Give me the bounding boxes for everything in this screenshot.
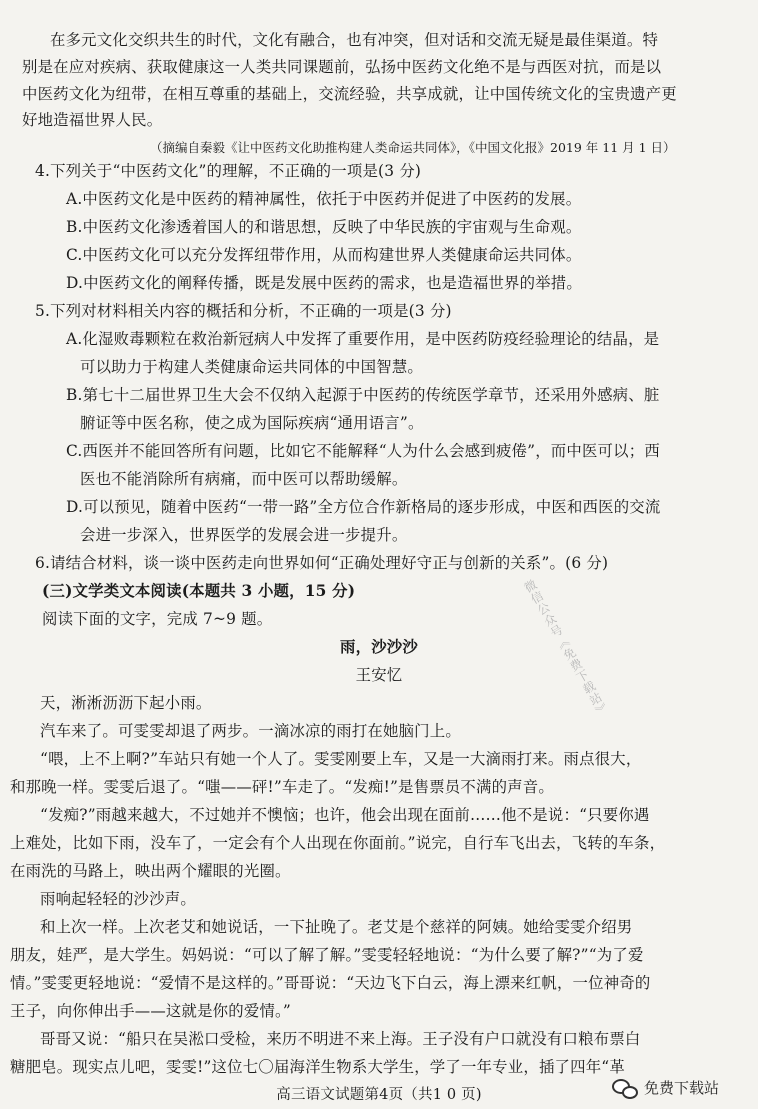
story-line: 王子，向你伸出手——这就是你的爱情。”: [10, 1002, 291, 1020]
story-line: 上难处，比如下雨，没车了，一定会有个人出现在你面前。”说完，自行车飞出去，飞转的车条，: [10, 834, 666, 852]
question-4-option-a: A.中医药文化是中医药的精神属性，依托于中医药并促进了中医药的发展。: [66, 190, 582, 208]
story-line: “喂，上不上啊?”车站只有她一个人了。雯雯刚要上车，又是一大滴雨打来。雨点很大，: [40, 750, 642, 768]
story-line: 天，淅淅沥沥下起小雨。: [40, 694, 212, 712]
footer-logo-text: 免费下载站: [644, 1079, 720, 1097]
page-footer: 高三语文试题第4页（共1 0 页): [276, 1087, 482, 1103]
question-5-option-b-cont: 腑证等中医名称，使之成为国际疾病“通用语言”。: [80, 414, 424, 432]
section-heading: (三)文学类文本阅读(本题共 3 小题，15 分): [42, 582, 356, 600]
story-line: 在雨洗的马路上，映出两个耀眼的光圈。: [10, 862, 291, 880]
question-5-option-a-cont: 可以助力于构建人类健康命运共同体的中国智慧。: [80, 358, 423, 376]
question-5-option-d-cont: 会进一步深入，世界医学的发展会进一步提升。: [80, 526, 408, 544]
story-line: 汽车来了。可雯雯却退了两步。一滴冰凉的雨打在她脑门上。: [40, 722, 461, 740]
question-5-stem: 5.下列对材料相关内容的概括和分析，不正确的一项是(3 分): [35, 302, 452, 320]
question-4-stem: 4.下列关于“中医药文化”的理解，不正确的一项是(3 分): [35, 162, 422, 180]
story-line: “发痴?”雨越来越大，不过她并不懊恼；也许，他会出现在面前……他不是说：“只要你遇: [40, 806, 650, 824]
story-author: 王安忆: [355, 666, 403, 684]
question-5-option-c: C.西医并不能回答所有问题，比如它不能解释“人为什么会感到疲倦”，而中医可以；西: [66, 442, 660, 460]
story-line: 糖肥皂。现实点儿吧，雯雯!”这位七〇届海洋生物系大学生，学了一年专业，插了四年“革: [10, 1058, 625, 1076]
story-line: 和那晚一样。雯雯后退了。“嗤——砰!”车走了。“发痴!”是售票员不满的声音。: [10, 778, 554, 796]
story-title: 雨，沙沙沙: [340, 638, 418, 656]
instruction: 阅读下面的文字，完成 7~9 题。: [42, 610, 273, 628]
citation: （摘编自秦毅《让中医药文化助推构建人类命运共同体》，《中国文化报》2019 年 11 月 1 日）: [150, 140, 676, 155]
question-4-option-d: D.中医药文化的阐释传播，既是发展中医药的需求，也是造福世界的举措。: [66, 274, 582, 292]
text-line: 好地造福世界人民。: [22, 111, 163, 129]
text-line: 中医药文化为纽带，在相互尊重的基础上，交流经验，共享成就，让中国传统文化的宝贵遗产更: [22, 85, 677, 103]
question-5-option-a: A.化湿败毒颗粒在救治新冠病人中发挥了重要作用，是中医药防疫经验理论的结晶，是: [66, 330, 660, 348]
story-line: 雨响起轻轻的沙沙声。: [40, 890, 196, 908]
question-4-option-b: B.中医药文化渗透着国人的和谐思想，反映了中华民族的宇宙观与生命观。: [66, 218, 582, 236]
footer-logo: [612, 1077, 719, 1098]
watermark-text: 微信公众号《免费下载站》: [520, 577, 611, 720]
text-line: 别是在应对疾病、获取健康这一人类共同课题前，弘扬中医药文化绝不是与西医对抗，而是以: [22, 58, 662, 76]
question-5-option-b: B.第七十二届世界卫生大会不仅纳入起源于中医药的传统医学章节，还采用外感病、脏: [66, 386, 660, 404]
question-6: 6.请结合材料，谈一谈中医药走向世界如何“正确处理好守正与创新的关系”。(6 分): [35, 554, 609, 572]
wechat-icon: [612, 1078, 638, 1098]
story-line: 和上次一样。上次老艾和她说话，一下扯晚了。老艾是个慈祥的阿姨。她给雯雯介绍男: [40, 918, 633, 936]
text-line: 在多元文化交织共生的时代，文化有融合，也有冲突，但对话和交流无疑是最佳渠道。特: [50, 31, 659, 49]
story-line: 情。”雯雯更轻地说：“爱情不是这样的。”哥哥说：“天边飞下白云，海上漂来红帆，一位神奇的: [10, 974, 651, 992]
story-line: 朋友，娃严，是大学生。妈妈说：“可以了解了解。”雯雯轻轻地说：“为什么要了解?”“为了爱: [10, 946, 644, 964]
question-5-option-d: D.可以预见，随着中医药“一带一路”全方位合作新格局的逐步形成，中医和西医的交流: [66, 498, 661, 516]
question-4-option-c: C.中医药文化可以充分发挥纽带作用，从而构建世界人类健康命运共同体。: [66, 246, 582, 264]
question-5-option-c-cont: 医也不能消除所有病痛，而中医可以帮助缓解。: [80, 470, 408, 488]
story-line: 哥哥又说：“船只在吴淞口受检，来历不明进不来上海。王子没有户口就没有口粮布票白: [40, 1030, 641, 1048]
